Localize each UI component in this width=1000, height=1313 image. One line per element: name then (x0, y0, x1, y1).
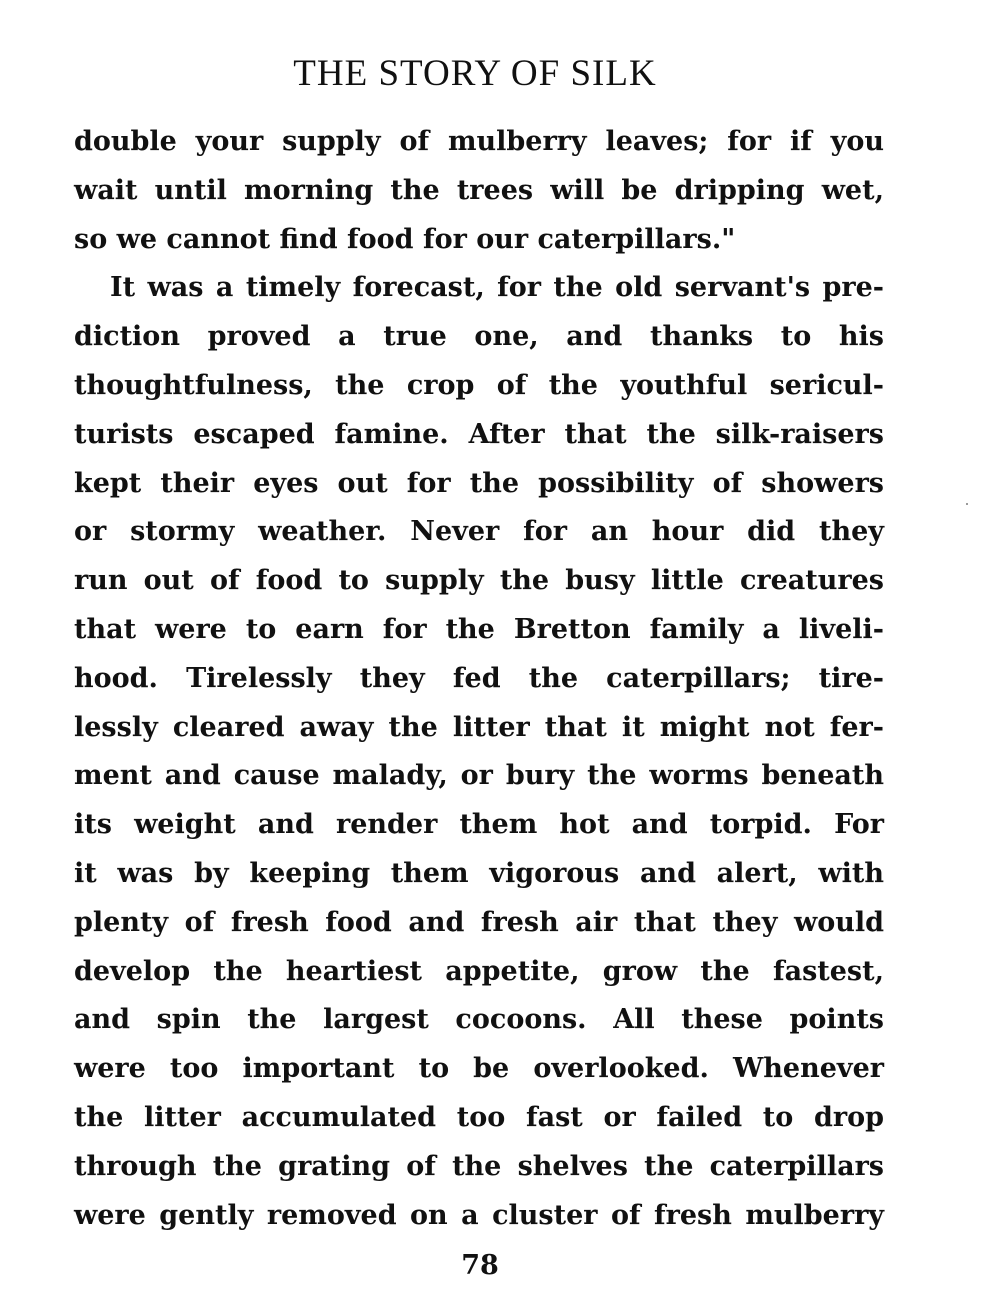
text-line: through the grating of the shelves the caterpillars (74, 1150, 884, 1182)
text-line: it was by keeping them vigorous and alert, with (74, 857, 884, 889)
scan-speck (966, 503, 968, 505)
text-line: so we cannot find food for our caterpillars." (74, 223, 736, 255)
text-line: the litter accumulated too fast or failed to drop (74, 1101, 884, 1133)
body-text (74, 118, 884, 1240)
text-line: double your supply of mulberry leaves; for if you (74, 126, 884, 157)
text-line: ment and cause malady, or bury the worms beneath (74, 760, 884, 792)
text-line: It was a timely forecast, for the old servant's pre- (110, 272, 884, 304)
text-line: that were to earn for the Bretton family a liveli- (74, 613, 884, 645)
running-head: THE STORY OF SILK (293, 53, 657, 94)
text-line: turists escaped famine. After that the silk-raisers (74, 418, 884, 450)
text-line: run out of food to supply the busy little creatures (74, 565, 884, 597)
text-line: were too important to be overlooked. Whenever (74, 1053, 884, 1085)
text-line: plenty of fresh food and fresh air that they would (74, 906, 884, 938)
page-number: 78 (461, 1250, 499, 1281)
text-line: diction proved a true one, and thanks to his (74, 321, 884, 353)
text-line: hood. Tirelessly they fed the caterpillars; tire- (74, 662, 884, 694)
text-line: kept their eyes out for the possibility of showers (74, 467, 884, 499)
text-line: were gently removed on a cluster of fresh mulberry (74, 1199, 884, 1231)
text-line: develop the heartiest appetite, grow the fastest, (74, 955, 884, 987)
text-line: or stormy weather. Never for an hour did they (74, 516, 884, 548)
text-line: wait until morning the trees will be dripping wet, (74, 174, 884, 206)
text-line: its weight and render them hot and torpid. For (74, 809, 884, 841)
text-line: thoughtfulness, the crop of the youthful sericul- (74, 369, 884, 401)
text-line: and spin the largest cocoons. All these points (74, 1004, 884, 1036)
text-line: lessly cleared away the litter that it might not fer- (74, 711, 884, 743)
